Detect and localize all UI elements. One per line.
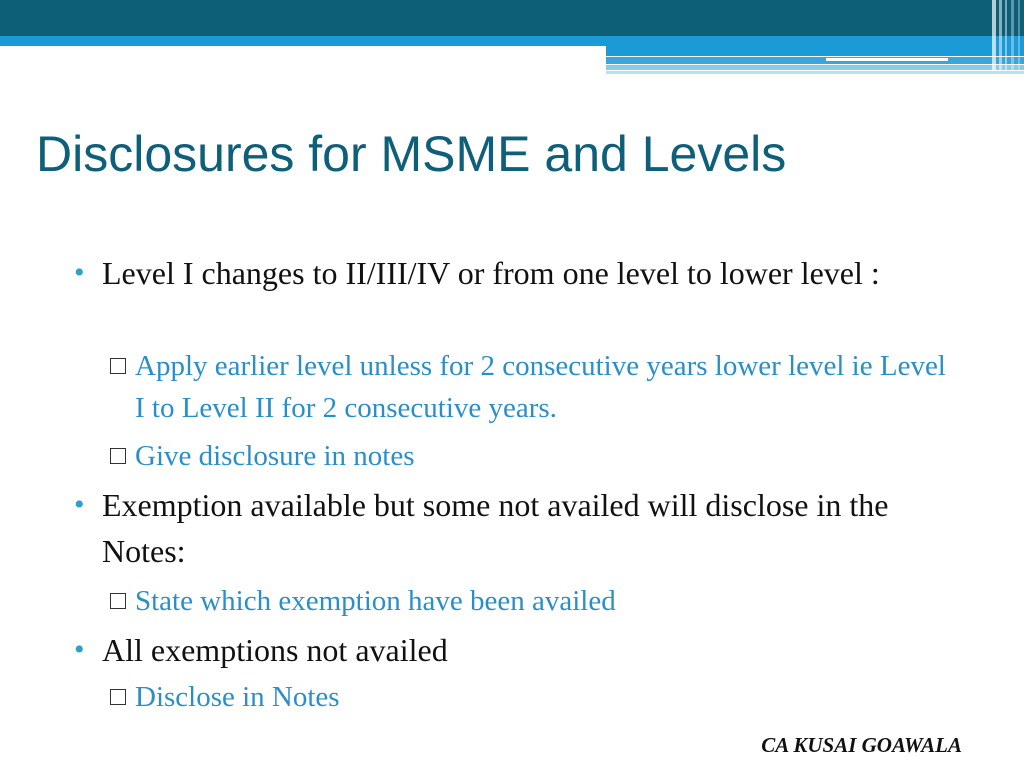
- slide-footer-author: CA KUSAI GOAWALA: [761, 733, 962, 757]
- bullet-text: Level I changes to II/III/IV or from one level to lower level :: [102, 255, 880, 291]
- bullet-exemption-available: [74, 482, 972, 574]
- sub-bullet-disclose-in-notes: [135, 676, 955, 718]
- square-bullet-icon: [110, 593, 126, 609]
- sub-bullet-apply-earlier-level: [135, 345, 955, 429]
- bullet-all-exemptions-not-availed: [74, 627, 972, 673]
- square-bullet-icon: [110, 689, 126, 705]
- square-bullet-icon: [110, 358, 126, 374]
- sub-bullet-text: Disclose in Notes: [135, 681, 340, 713]
- sub-bullet-text: State which exemption have been availed: [135, 585, 616, 617]
- bullet-level-changes: [74, 250, 972, 296]
- square-bullet-icon: [110, 448, 126, 464]
- slide-title: Disclosures for MSME and Levels: [36, 126, 787, 182]
- bullet-text: All exemptions not availed: [102, 632, 448, 668]
- sub-bullet-text: Apply earlier level unless for 2 consecutive years lower level ie Level I to Level II for 2 consecutive years.: [135, 350, 946, 424]
- sub-bullet-give-disclosure: [135, 435, 955, 477]
- sub-bullet-text: Give disclosure in notes: [135, 440, 415, 472]
- bullet-dot-icon: •: [74, 256, 85, 289]
- bullet-text: Exemption available but some not availed will disclose in the Notes:: [102, 487, 889, 569]
- bullet-dot-icon: •: [74, 633, 85, 666]
- bullet-dot-icon: •: [74, 488, 85, 521]
- sub-bullet-state-exemption: [135, 580, 955, 622]
